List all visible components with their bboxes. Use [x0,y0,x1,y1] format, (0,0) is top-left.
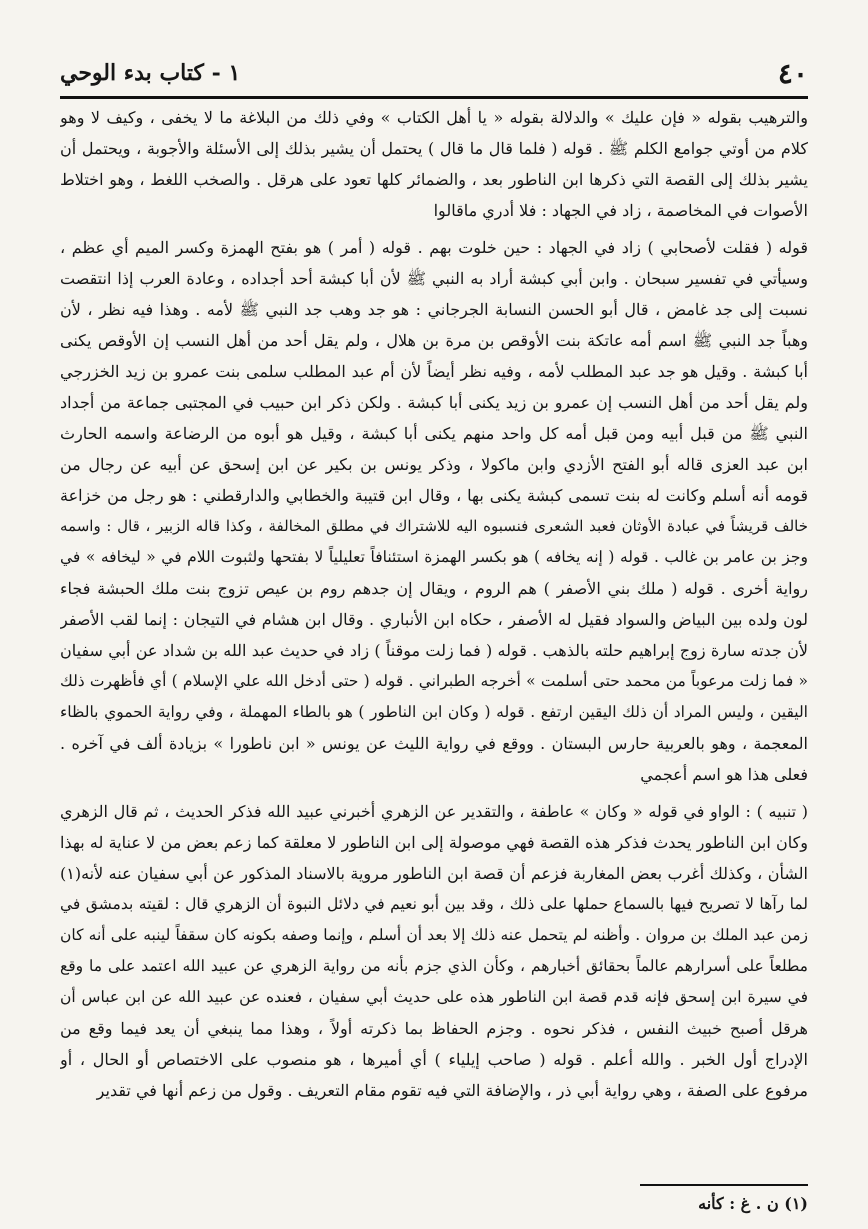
text-line: ولم يقل أحد من أهل النسب إن عمرو بن زيد يكنى أبا كبشة . ولكن ذكر ابن حبيب في المجتبى جماعة من أجداد [60,393,808,412]
text-line: خالف قريشاً في عبادة الأوثان فعبد الشعرى فنسبوه اليه للاشتراك في مطلق المخالفة ، وكذا قاله الزبير ، قال : واسمه [60,517,808,535]
text-line: وجز بن عامر بن غالب . قوله ( إنه يخافه ) هو بكسر الهمزة استئنافاً تعليلياً لا بفتحها ولثبوت اللام في « ليخافه » في [60,548,808,566]
text-line: وسيأتي في تفسير سبحان . وابن أبي كبشة أراد به النبي ﷺ لأن أبا كبشة أحد أجداده ، وعادة العرب إذا انتقصت [60,269,808,288]
text-line: قومه أنه أسلم وكانت له بنت تسمى كبشة يكنى بها ، وقال ابن قتيبة والخطابي والدارقطني : هو رجل من خزاعة [60,486,808,505]
text-line: لما رآها لا تصريح فيها بالسماع حملها على ذلك ، وقد بين أبو نعيم في دلائل النبوة أن الزهري قال : لقيته بدمشق في [60,895,808,913]
text-line: مطلعاً على أسرارهم عالماً بحقائق أخبارهم ، وكأن الذي جزم بأنه من رواية الزهري عن عبيد الله اعتمد على ما وقع [60,957,808,975]
footnote: (١) ن . غ : كأنه [698,1194,808,1213]
text-line: مرفوع على الصفة ، وهي رواية أبي ذر ، والإضافة التي فيه تقوم مقام التعريف . وقول من زعم أنها في تقدير [96,1081,808,1100]
text-line: النبي ﷺ من قبل أبيه ومن قبل أمه كل واحد منهم يكنى أبا كبشة ، وقيل هو أبوه من الرضاعة واسمه الحارث [60,424,808,443]
text-line: يشير بذلك إلى القصة التي ذكرها ابن الناطور بعد ، والضمائر كلها تعود على هرقل . والصخب اللغط ، وهو اختلاط [60,170,808,189]
page-number: ٤٠ [777,56,808,90]
text-line: والترهيب بقوله « فإن عليك » والدلالة بقوله « يا أهل الكتاب » وفي ذلك من البلاغة ما لا يخفى ، وكيف لا وهو [60,108,808,127]
text-line: هرقل أصبح خبيث النفس ، فذكر نحوه . وجزم الحفاظ بما ذكرته أولاً ، وهذا مما ينبغي أن يعد فيما وقع من [60,1019,808,1038]
body-text [60,102,808,1112]
text-line: لون ولده بين البياض والسواد فقيل له الأصفر ، حكاه ابن الأنباري . وقال ابن هشام في التيجان : إنما لقب الأصفر [60,610,808,629]
text-line: في سيرة ابن إسحق فإنه قدم قصة ابن الناطور هذه على حديث أبي سفيان ، فعنده عن عبيد الله عن ابن عباس أن [60,988,808,1006]
chapter-title: ١ - كتاب بدء الوحي [60,60,241,86]
footnote-rule [640,1184,808,1186]
paragraph [60,102,808,226]
text-line: اليقين ، وليس المراد أن ذلك اليقين ارتفع . قوله ( وكان ابن الناطور ) هو بالطاء المهملة ، وفي رواية الحموي بالظاء [60,703,808,721]
text-line: وهباً جد النبي ﷺ اسم أمه عاتكة بنت الأوقص بن مرة بن هلال ، ولم يقل أحد من أهل النسب إن الأوقص يكنى [60,331,808,350]
text-line: المعجمة ، وهو بالعربية حارس البستان . ووقع في رواية الليث عن يونس « ابن ناطورا » بزيادة ألف في آخره . [60,734,808,753]
text-line: كلام من أوتي جوامع الكلم ﷺ . قوله ( فلما قال ما قال ) يحتمل أن يشير بذلك إلى الأسئلة والأجوبة ، ويحتمل أن [60,139,808,158]
text-line: الإدراج أول الخبر . والله أعلم . قوله ( صاحب إيلياء ) أي أميرها ، هو منصوب على الاختصاص أو الحال ، أو [60,1050,808,1069]
page-header [60,52,808,94]
text-line: لأن جدته سارة زوج إبراهيم حلته بالذهب . قوله ( فما زلت موقناً ) زاد في حديث عبد الله بن شداد عن أبي سفيان [60,641,808,660]
paragraph [60,232,808,790]
text-line: نسبت إلى جد غامض ، قال أبو الحسن النسابة الجرجاني : هو جد وهب جد النبي ﷺ لأمه . وهذا فيه نظر ، لأن [60,300,808,319]
header-rule [60,96,808,99]
text-line: ( تنبيه ) : الواو في قوله « وكان » عاطفة ، والتقدير عن الزهري أخبرني عبيد الله فذكر الحديث ، ثم قال الزهري [60,802,808,821]
text-line: زمن عبد الملك بن مروان . وأظنه لم يتحمل عنه ذلك إلا بعد أن أسلم ، وإنما وصفه بكونه كان سقفاً لينبه على أنه كان [60,926,808,944]
text-line: الشأن ، وكذلك أغرب بعض المغاربة فزعم أن قصة ابن الناطور مروية بالاسناد المذكور عن أبي سفيان عنه لأنه(١) [60,864,808,883]
text-line: وكان ابن الناطور يحدث فذكر هذه القصة فهي موصولة إلى ابن الناطور لا معلقة كما زعم بعض من لا عناية له بهذا [60,833,808,852]
text-line: فعلى هذا هو اسم أعجمي [640,765,808,784]
text-line: ابن عبد العزى قاله أبو الفتح الأزدي وابن ماكولا ، وذكر يونس بن بكير عن ابن إسحق عن أبيه عن رجال من [60,455,808,474]
paragraph [60,796,808,1106]
text-line: قوله ( فقلت لأصحابي ) زاد في الجهاد : حين خلوت بهم . قوله ( أمر ) هو بفتح الهمزة وكسر الميم أي عظم ، [60,238,808,257]
text-line: « فما زلت مرعوباً من محمد حتى أسلمت » أخرجه الطبراني . قوله ( حتى أدخل الله علي الإسلام ) أي فأظهرت ذلك [60,672,808,690]
text-line: أبا كبشة . وقيل هو جد عبد المطلب لأمه ، وفيه نظر أيضاً لأن أم عبد المطلب سلمى بنت عمرو بن زيد الخزرجي [60,362,808,381]
text-line: رواية أخرى . قوله ( ملك بني الأصفر ) هم الروم ، ويقال إن جدهم روم بن عيص تزوج بنت ملك الحبشة فجاء [60,579,808,598]
text-line: الأصوات في المخاصمة ، زاد في الجهاد : فلا أدري ماقالوا [433,201,808,220]
